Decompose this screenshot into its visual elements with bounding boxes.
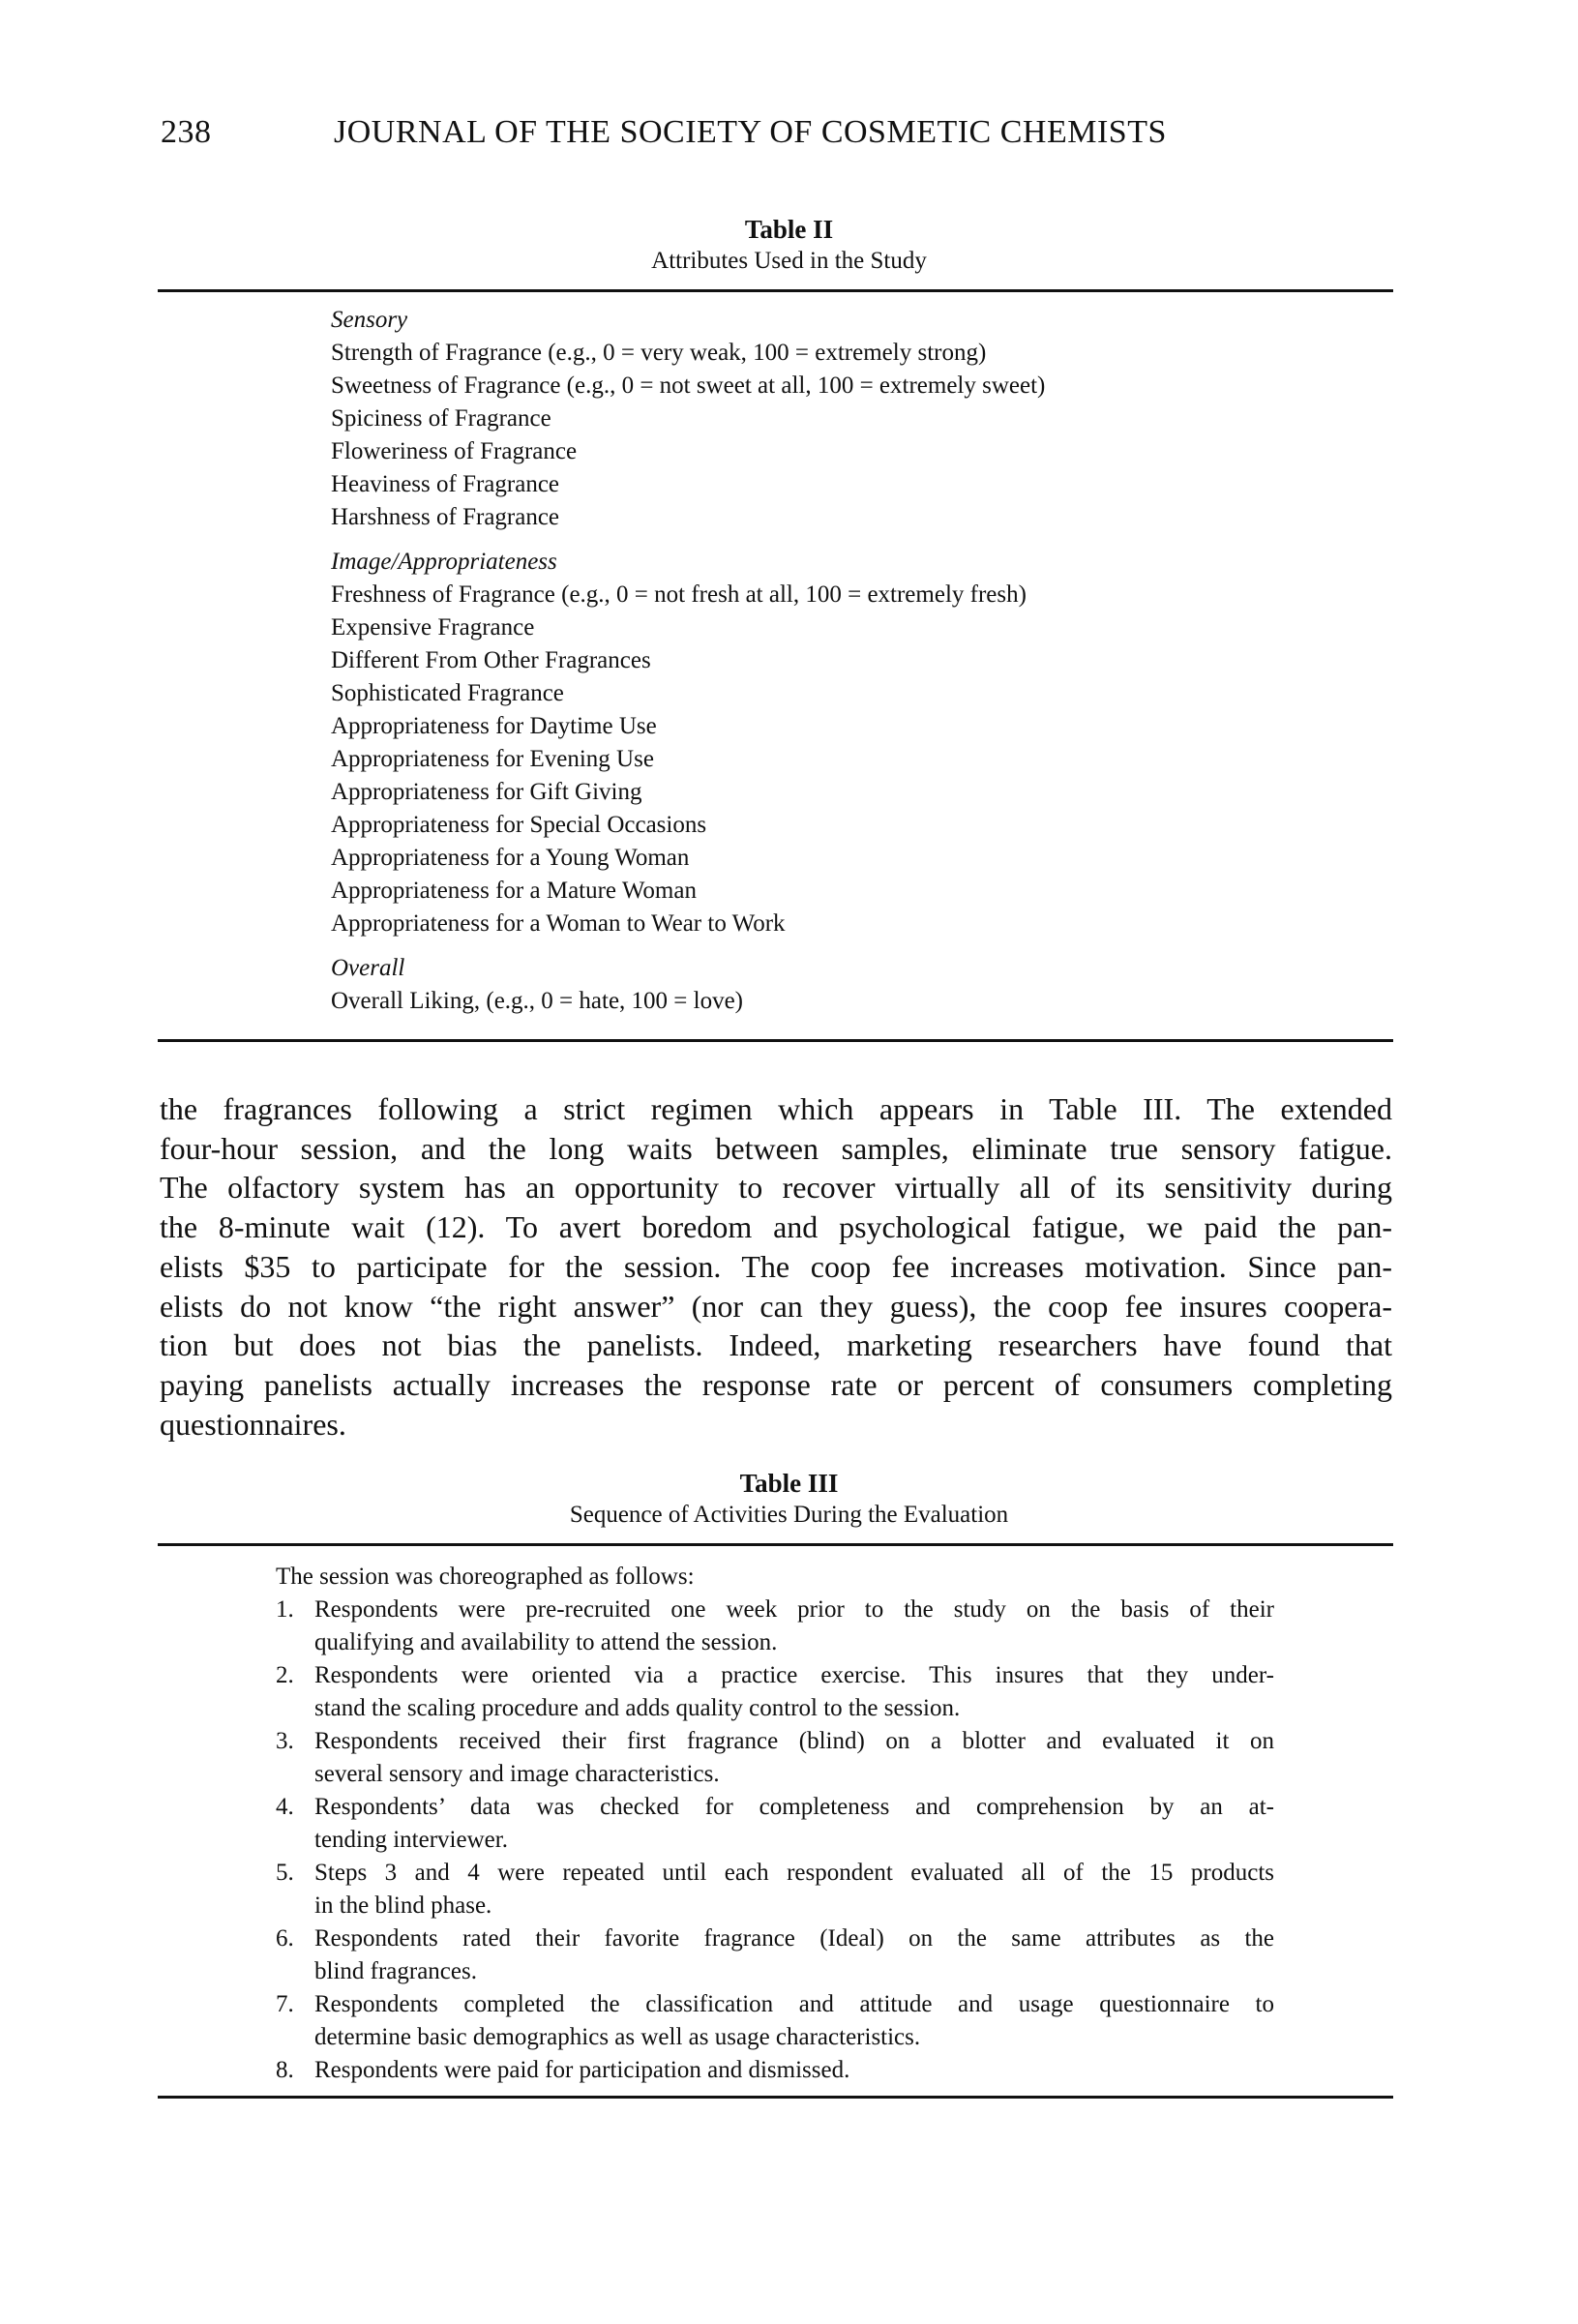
attribute-item: Appropriateness for Evening Use: [331, 746, 654, 772]
list-item: [276, 2054, 1274, 2087]
item-text: [314, 1659, 1274, 1725]
item-number: 8.: [276, 2057, 294, 2083]
paragraph-line: paying panelists actually increases the response rate or percent of consumers completing: [160, 1366, 1392, 1402]
item-number: 7.: [276, 1991, 294, 2017]
item-line: stand the scaling procedure and adds quality control to the session.: [314, 1695, 961, 1721]
item-number: 6.: [276, 1925, 294, 1952]
table2-bottom-rule: [158, 1039, 1393, 1042]
attribute-item: Sweetness of Fragrance (e.g., 0 = not sweet at all, 100 = extremely sweet): [331, 372, 1046, 399]
table3-top-rule: [158, 1543, 1393, 1546]
item-number: 4.: [276, 1794, 294, 1820]
item-number: 2.: [276, 1662, 294, 1688]
item-text: [314, 1725, 1274, 1791]
table3-bottom-rule: [158, 2096, 1393, 2099]
paragraph-line: tion but does not bias the panelists. Indeed, marketing researchers have found that: [160, 1327, 1392, 1363]
paragraph-line: elists do not know “the right answer” (nor can they guess), the coop fee insures coopera-: [160, 1288, 1392, 1324]
attribute-item: Strength of Fragrance (e.g., 0 = very weak, 100 = extremely strong): [331, 340, 987, 366]
item-line: in the blind phase.: [314, 1892, 492, 1919]
table3-subtitle: Sequence of Activities During the Evaluation: [569, 1502, 1009, 1528]
section-heading: Sensory: [331, 307, 408, 333]
table3-body: [276, 1561, 1274, 2087]
attribute-item: Overall Liking, (e.g., 0 = hate, 100 = love): [331, 988, 744, 1014]
item-line: Respondents were pre-recruited one week prior to the study on the basis of their: [314, 1596, 1274, 1623]
item-text: [314, 2054, 1274, 2087]
paragraph-line: questionnaires.: [160, 1406, 346, 1442]
list-item: [276, 1922, 1274, 1988]
paragraph-line: the fragrances following a strict regimen which appears in Table III. The extended: [160, 1091, 1392, 1126]
table2-title: Table II: [744, 215, 834, 244]
section-gap: [331, 534, 1045, 546]
attribute-item: Appropriateness for Gift Giving: [331, 779, 642, 805]
journal-title: JOURNAL OF THE SOCIETY OF COSMETIC CHEMISTS: [334, 114, 1167, 150]
page-number: 238: [161, 114, 212, 150]
section-heading: Overall: [331, 955, 405, 981]
item-line: blind fragrances.: [314, 1958, 477, 1984]
item-text: [314, 1922, 1274, 1988]
list-item: [276, 1857, 1274, 1922]
item-line: Respondents rated their favorite fragrance (Ideal) on the same attributes as the: [314, 1925, 1274, 1952]
paragraph-line: The olfactory system has an opportunity to recover virtually all of its sensitivity during: [160, 1170, 1392, 1206]
list-item: [276, 1594, 1274, 1659]
list-item: [276, 1725, 1274, 1791]
attribute-item: Expensive Fragrance: [331, 614, 535, 641]
paragraph-line: four-hour session, and the long waits between samples, eliminate true sensory fatigue.: [160, 1130, 1392, 1166]
table2-body: [331, 304, 1045, 1018]
item-line: Respondents were paid for participation and dismissed.: [314, 2057, 850, 2083]
section-gap: [331, 940, 1045, 952]
attribute-item: Appropriateness for a Mature Woman: [331, 878, 697, 904]
table3-intro: The session was choreographed as follows:: [276, 1564, 695, 1590]
list-item: [276, 1659, 1274, 1725]
item-line: determine basic demographics as well as usage characteristics.: [314, 2024, 921, 2050]
attribute-item: Freshness of Fragrance (e.g., 0 = not fresh at all, 100 = extremely fresh): [331, 581, 1027, 608]
item-number: 3.: [276, 1728, 294, 1754]
attribute-item: Spiciness of Fragrance: [331, 405, 551, 432]
item-text: [314, 1791, 1274, 1857]
attribute-item: Appropriateness for Daytime Use: [331, 713, 657, 739]
item-text: [314, 1594, 1274, 1659]
attribute-item: Appropriateness for a Young Woman: [331, 845, 690, 871]
attribute-item: Heaviness of Fragrance: [331, 471, 560, 497]
paragraph-line: elists $35 to participate for the session. The coop fee increases motivation. Since pan-: [160, 1248, 1392, 1284]
body-paragraph: [160, 1089, 1392, 1444]
item-line: qualifying and availability to attend the session.: [314, 1629, 778, 1655]
table3-title: Table III: [739, 1469, 839, 1498]
attribute-item: Different From Other Fragrances: [331, 647, 651, 673]
item-line: Respondents’ data was checked for completeness and comprehension by an at-: [314, 1794, 1274, 1820]
item-line: several sensory and image characteristics.: [314, 1761, 720, 1787]
item-line: Respondents received their first fragrance (blind) on a blotter and evaluated it on: [314, 1728, 1274, 1754]
list-item: [276, 1988, 1274, 2054]
attribute-item: Harshness of Fragrance: [331, 504, 560, 530]
item-number: 1.: [276, 1596, 294, 1623]
section-heading: Image/Appropriateness: [331, 549, 557, 575]
paragraph-line: the 8-minute wait (12). To avert boredom and psychological fatigue, we paid the pan-: [160, 1209, 1392, 1245]
attribute-item: Appropriateness for a Woman to Wear to Work: [331, 910, 786, 937]
item-number: 5.: [276, 1860, 294, 1886]
attribute-item: Sophisticated Fragrance: [331, 680, 564, 706]
attribute-item: Appropriateness for Special Occasions: [331, 812, 707, 838]
item-line: Steps 3 and 4 were repeated until each respondent evaluated all of the 15 products: [314, 1860, 1274, 1886]
list-item: [276, 1791, 1274, 1857]
table2-top-rule: [158, 289, 1393, 292]
item-text: [314, 1988, 1274, 2054]
item-line: Respondents completed the classification and attitude and usage questionnaire to: [314, 1991, 1274, 2017]
item-line: Respondents were oriented via a practice exercise. This insures that they under-: [314, 1662, 1274, 1688]
item-text: [314, 1857, 1274, 1922]
table2-subtitle: Attributes Used in the Study: [651, 248, 927, 274]
item-line: tending interviewer.: [314, 1827, 508, 1853]
attribute-item: Floweriness of Fragrance: [331, 438, 578, 464]
